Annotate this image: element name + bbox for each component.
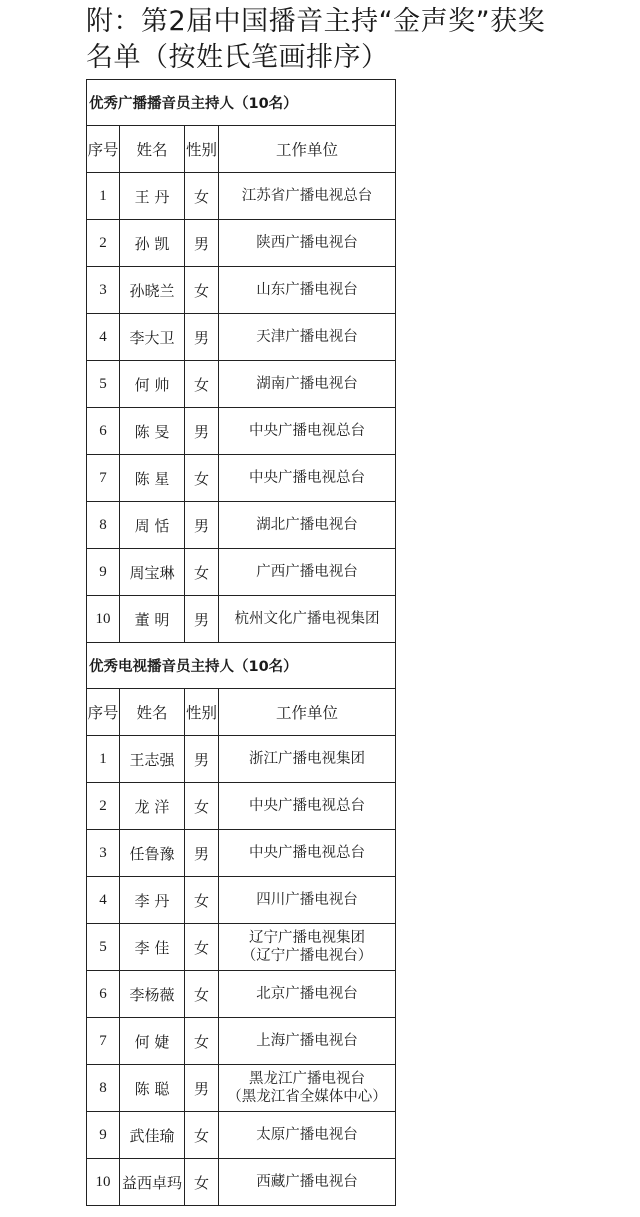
cell-name: 陈 旻	[120, 408, 185, 455]
cell-number: 10	[87, 596, 120, 643]
work-unit-line: 上海广播电视台	[256, 1033, 358, 1049]
table-row	[87, 361, 396, 408]
cell-work-unit	[219, 971, 396, 1018]
column-header-gender: 性别	[185, 126, 219, 173]
cell-work-unit	[219, 783, 396, 830]
cell-name: 李 丹	[120, 877, 185, 924]
cell-work-unit	[219, 830, 396, 877]
cell-work-unit	[219, 314, 396, 361]
work-unit-line: 江苏省广播电视总台	[241, 188, 373, 204]
table-row	[87, 924, 396, 971]
work-unit-line: 四川广播电视台	[256, 892, 358, 908]
cell-number: 7	[87, 1018, 120, 1065]
table-row	[87, 220, 396, 267]
column-header-no: 序号	[87, 126, 120, 173]
cell-work-unit	[219, 455, 396, 502]
table-row	[87, 502, 396, 549]
work-unit-line: 中央广播电视总台	[249, 470, 365, 486]
cell-gender: 女	[185, 455, 219, 502]
column-header-name: 姓名	[120, 126, 185, 173]
cell-work-unit	[219, 736, 396, 783]
cell-gender: 女	[185, 1112, 219, 1159]
column-header-row	[87, 689, 396, 736]
table-body	[87, 80, 396, 1206]
cell-number: 8	[87, 1065, 120, 1112]
cell-gender: 女	[185, 877, 219, 924]
table-row	[87, 1065, 396, 1112]
work-unit-line: 太原广播电视台	[256, 1127, 358, 1143]
work-unit-line: 山东广播电视台	[256, 282, 358, 298]
work-unit-line: 北京广播电视台	[256, 986, 358, 1002]
work-unit-line: 中央广播电视总台	[249, 798, 365, 814]
table-row	[87, 877, 396, 924]
work-unit-line: 中央广播电视总台	[249, 423, 365, 439]
column-header-gender: 性别	[185, 689, 219, 736]
cell-name: 孙 凯	[120, 220, 185, 267]
work-unit-line: （辽宁广播电视台）	[241, 948, 373, 964]
table-row	[87, 783, 396, 830]
column-header-unit: 工作单位	[219, 689, 396, 736]
cell-number: 4	[87, 314, 120, 361]
cell-work-unit	[219, 924, 396, 971]
cell-work-unit	[219, 877, 396, 924]
table-row	[87, 736, 396, 783]
work-unit-line: 湖南广播电视台	[256, 376, 358, 392]
cell-gender: 女	[185, 361, 219, 408]
cell-number: 10	[87, 1159, 120, 1206]
cell-number: 5	[87, 361, 120, 408]
table-row	[87, 1159, 396, 1206]
cell-number: 6	[87, 971, 120, 1018]
cell-work-unit	[219, 220, 396, 267]
cell-gender: 男	[185, 408, 219, 455]
cell-number: 7	[87, 455, 120, 502]
table-row	[87, 596, 396, 643]
work-unit-line: 天津广播电视台	[256, 329, 358, 345]
cell-name: 陈 聪	[120, 1065, 185, 1112]
work-unit-line: 陕西广播电视台	[256, 235, 358, 251]
title-line-2: 名单（按姓氏笔画排序）	[86, 42, 389, 73]
table-row	[87, 408, 396, 455]
section-heading: 优秀广播播音员主持人（10名）	[87, 80, 396, 126]
document-title	[86, 4, 606, 76]
cell-gender: 男	[185, 1065, 219, 1112]
cell-work-unit	[219, 1112, 396, 1159]
table-row	[87, 173, 396, 220]
table-row	[87, 549, 396, 596]
table-row	[87, 1112, 396, 1159]
cell-work-unit	[219, 173, 396, 220]
cell-number: 1	[87, 736, 120, 783]
work-unit-line: 广西广播电视台	[256, 564, 358, 580]
cell-gender: 男	[185, 502, 219, 549]
table-row	[87, 830, 396, 877]
cell-name: 陈 星	[120, 455, 185, 502]
work-unit-line: 浙江广播电视集团	[249, 751, 365, 767]
cell-number: 6	[87, 408, 120, 455]
table-row	[87, 1018, 396, 1065]
table-row	[87, 971, 396, 1018]
cell-name: 武佳瑜	[120, 1112, 185, 1159]
section-heading-row	[87, 643, 396, 689]
cell-work-unit	[219, 1065, 396, 1112]
cell-name: 李 佳	[120, 924, 185, 971]
cell-name: 王 丹	[120, 173, 185, 220]
award-winners-table	[86, 79, 396, 1206]
cell-number: 3	[87, 267, 120, 314]
cell-gender: 男	[185, 830, 219, 877]
cell-work-unit	[219, 267, 396, 314]
cell-work-unit	[219, 408, 396, 455]
cell-gender: 女	[185, 267, 219, 314]
column-header-no: 序号	[87, 689, 120, 736]
cell-gender: 女	[185, 971, 219, 1018]
cell-gender: 男	[185, 314, 219, 361]
cell-name: 孙晓兰	[120, 267, 185, 314]
column-header-row	[87, 126, 396, 173]
cell-name: 何 婕	[120, 1018, 185, 1065]
cell-gender: 男	[185, 220, 219, 267]
cell-name: 周 恬	[120, 502, 185, 549]
cell-gender: 女	[185, 1159, 219, 1206]
cell-number: 2	[87, 220, 120, 267]
work-unit-line: （黑龙江省全媒体中心）	[227, 1089, 387, 1105]
section-heading-row	[87, 80, 396, 126]
cell-work-unit	[219, 1018, 396, 1065]
cell-name: 益西卓玛	[120, 1159, 185, 1206]
work-unit-line: 西藏广播电视台	[256, 1174, 358, 1190]
cell-name: 何 帅	[120, 361, 185, 408]
cell-name: 李大卫	[120, 314, 185, 361]
cell-gender: 男	[185, 596, 219, 643]
cell-number: 2	[87, 783, 120, 830]
cell-work-unit	[219, 1159, 396, 1206]
cell-gender: 女	[185, 924, 219, 971]
cell-name: 周宝琳	[120, 549, 185, 596]
cell-number: 9	[87, 549, 120, 596]
work-unit-line: 辽宁广播电视集团	[249, 930, 365, 946]
cell-gender: 女	[185, 1018, 219, 1065]
cell-gender: 女	[185, 549, 219, 596]
title-line-1: 附：第2届中国播音主持“金声奖”获奖	[86, 6, 546, 37]
column-header-unit: 工作单位	[219, 126, 396, 173]
cell-gender: 男	[185, 736, 219, 783]
cell-number: 5	[87, 924, 120, 971]
cell-name: 王志强	[120, 736, 185, 783]
column-header-name: 姓名	[120, 689, 185, 736]
cell-name: 龙 洋	[120, 783, 185, 830]
cell-work-unit	[219, 596, 396, 643]
cell-work-unit	[219, 361, 396, 408]
work-unit-line: 杭州文化广播电视集团	[234, 611, 380, 627]
work-unit-line: 中央广播电视总台	[249, 845, 365, 861]
cell-name: 任鲁豫	[120, 830, 185, 877]
work-unit-line: 黑龙江广播电视台	[249, 1071, 365, 1087]
cell-number: 3	[87, 830, 120, 877]
cell-work-unit	[219, 502, 396, 549]
cell-gender: 女	[185, 173, 219, 220]
section-heading: 优秀电视播音员主持人（10名）	[87, 643, 396, 689]
cell-name: 董 明	[120, 596, 185, 643]
cell-number: 4	[87, 877, 120, 924]
cell-number: 9	[87, 1112, 120, 1159]
cell-number: 1	[87, 173, 120, 220]
table-row	[87, 267, 396, 314]
table-row	[87, 455, 396, 502]
work-unit-line: 湖北广播电视台	[256, 517, 358, 533]
cell-gender: 女	[185, 783, 219, 830]
table-row	[87, 314, 396, 361]
cell-name: 李杨薇	[120, 971, 185, 1018]
cell-number: 8	[87, 502, 120, 549]
cell-work-unit	[219, 549, 396, 596]
